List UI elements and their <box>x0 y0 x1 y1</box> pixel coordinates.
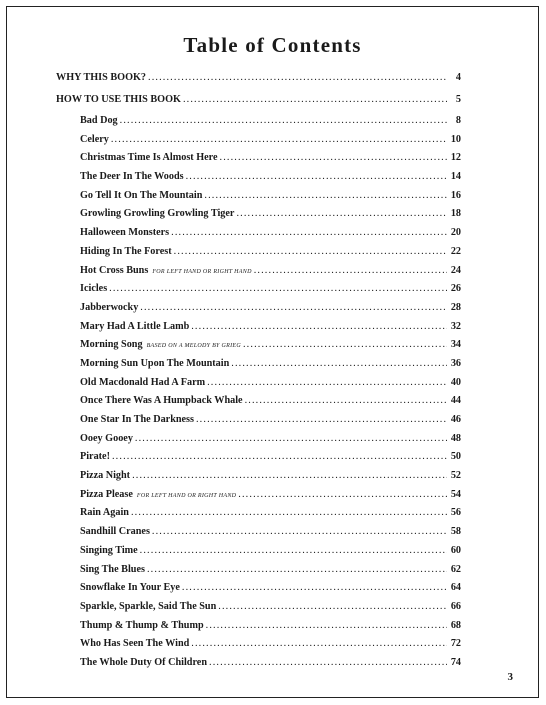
toc-entry-page: 66 <box>450 600 461 612</box>
toc-entry[interactable] <box>56 321 461 340</box>
toc-entry-page: 22 <box>450 245 461 257</box>
toc-entry[interactable] <box>56 377 461 396</box>
toc-entry-title: Growling Growling Growling Tiger <box>80 208 235 220</box>
toc-entry-title: Mary Had A Little Lamb <box>80 320 190 332</box>
dot-leader <box>112 451 447 462</box>
toc-entry[interactable] <box>56 489 461 508</box>
toc-entry[interactable] <box>56 246 461 265</box>
toc-entry[interactable] <box>56 620 461 639</box>
toc-entry-title: Rain Again <box>80 507 129 519</box>
dot-leader <box>152 526 447 537</box>
toc-entry-page: 36 <box>450 357 461 369</box>
toc-entry-title: WHY THIS BOOK? <box>56 72 147 83</box>
toc-entry-page: 56 <box>450 507 461 519</box>
toc-entry-title: Pirate! <box>80 451 110 463</box>
toc-entry-page: 34 <box>450 339 461 351</box>
toc-entry-title: Go Tell It On The Mountain <box>80 189 203 201</box>
dot-leader <box>238 489 447 500</box>
dot-leader <box>148 72 447 83</box>
toc-entry[interactable] <box>56 339 461 358</box>
toc-entry-page: 32 <box>450 320 461 332</box>
toc-entry[interactable] <box>56 358 461 377</box>
toc-entry[interactable] <box>56 414 461 433</box>
dot-leader <box>191 321 447 332</box>
toc-entry[interactable] <box>56 601 461 620</box>
dot-leader <box>245 395 447 406</box>
toc-entry-title: Hiding In The Forest <box>80 245 172 257</box>
toc-entry[interactable] <box>56 208 461 227</box>
dot-leader <box>231 358 447 369</box>
toc-entry[interactable] <box>56 526 461 545</box>
toc-entry-page: 48 <box>450 432 461 444</box>
dot-leader <box>131 507 447 518</box>
toc-entry-page: 58 <box>450 526 461 538</box>
toc-entry[interactable] <box>56 451 461 470</box>
toc-entry[interactable] <box>56 470 461 489</box>
toc-entry-title: One Star In The Darkness <box>80 414 194 425</box>
table-of-contents <box>56 72 461 676</box>
dot-leader <box>196 414 447 425</box>
toc-entry-page: 74 <box>450 656 461 668</box>
document-page <box>6 6 539 698</box>
toc-entry-page: 72 <box>450 638 461 650</box>
dot-leader <box>236 208 447 219</box>
toc-entry-title: The Whole Duty Of Children <box>80 656 207 668</box>
toc-entry-page: 14 <box>450 171 461 183</box>
toc-entry-title: Icicles <box>80 283 108 295</box>
toc-entry-page: 62 <box>450 563 461 575</box>
dot-leader <box>120 115 447 126</box>
dot-leader <box>254 265 447 276</box>
dot-leader <box>135 433 447 444</box>
toc-entry-title: Old Macdonald Had A Farm <box>80 376 206 388</box>
toc-entry[interactable] <box>56 638 461 657</box>
toc-entry-title: Morning Song <box>80 339 143 351</box>
toc-entry-page: 64 <box>450 582 461 594</box>
toc-entry[interactable] <box>56 545 461 564</box>
toc-entry-page: 28 <box>450 301 461 313</box>
toc-entry-page: 68 <box>450 619 461 631</box>
toc-entry-title: HOW TO USE THIS BOOK <box>56 93 181 105</box>
toc-entry-note: FOR LEFT HAND OR RIGHT HAND <box>136 492 237 499</box>
toc-entry-page: 16 <box>450 189 461 201</box>
dot-leader <box>220 152 447 163</box>
dot-leader <box>206 620 447 631</box>
toc-entry[interactable] <box>56 171 461 190</box>
toc-entry[interactable] <box>56 72 461 94</box>
toc-entry[interactable] <box>56 507 461 526</box>
dot-leader <box>183 94 447 105</box>
toc-entry[interactable] <box>56 190 461 209</box>
dot-leader <box>243 339 447 350</box>
dot-leader <box>111 134 447 145</box>
toc-entry-page: 50 <box>450 451 461 463</box>
toc-entry[interactable] <box>56 283 461 302</box>
toc-entry-page: 10 <box>450 133 461 145</box>
dot-leader <box>204 190 447 201</box>
dot-leader <box>132 470 447 481</box>
toc-entry[interactable] <box>56 582 461 601</box>
toc-entry-page: 60 <box>450 544 461 556</box>
toc-entry-title: Christmas Time Is Almost Here <box>80 152 218 164</box>
toc-entry[interactable] <box>56 227 461 246</box>
toc-entry-title: Hot Cross Buns <box>80 264 149 276</box>
toc-entry-page: 44 <box>450 395 461 407</box>
dot-leader <box>207 377 447 388</box>
toc-entry-title: Snowflake In Your Eye <box>80 582 180 594</box>
page-title: Table of Contents <box>183 33 362 57</box>
toc-entry[interactable] <box>56 395 461 414</box>
dot-leader <box>140 545 447 556</box>
toc-entry-page: 54 <box>450 488 461 500</box>
toc-entry[interactable] <box>56 94 461 116</box>
dot-leader <box>191 638 447 649</box>
toc-entry-title: Halloween Monsters <box>80 227 170 239</box>
toc-entry-page: 12 <box>450 152 461 164</box>
toc-entry-page: 40 <box>450 376 461 388</box>
toc-entry-title: Once There Was A Humpback Whale <box>80 395 243 407</box>
toc-entry-title: Morning Sun Upon The Mountain <box>80 357 230 369</box>
dot-leader <box>140 302 447 313</box>
toc-entry-title: The Deer In The Woods <box>80 171 184 183</box>
toc-entry[interactable] <box>56 433 461 452</box>
toc-entry-title: Sparkle, Sparkle, Said The Sun <box>80 600 217 612</box>
toc-entry-title: Singing Time <box>80 544 138 556</box>
dot-leader <box>109 283 447 294</box>
dot-leader <box>209 657 447 668</box>
toc-entry-title: Who Has Seen The Wind <box>80 638 190 650</box>
toc-entry-title: Sing The Blues <box>80 563 145 575</box>
page-number: 3 <box>507 671 513 683</box>
dot-leader <box>147 564 447 575</box>
toc-entry-title: Ooey Gooey <box>80 432 133 444</box>
toc-entry[interactable] <box>56 564 461 583</box>
toc-entry[interactable] <box>56 134 461 153</box>
toc-entry[interactable] <box>56 152 461 171</box>
toc-entry-title: Thump & Thump & Thump <box>80 619 204 631</box>
toc-entry-title: Pizza Please <box>80 488 133 500</box>
toc-entry-title: Bad Dog <box>80 115 118 126</box>
toc-entry-title: Sandhill Cranes <box>80 526 150 538</box>
toc-entry-note: BASED ON A MELODY BY GRIEG <box>146 343 241 350</box>
toc-entry-page: 46 <box>450 414 461 425</box>
toc-entry-page: 20 <box>450 227 461 239</box>
toc-entry-page: 18 <box>450 208 461 220</box>
toc-entry-title: Jabberwocky <box>80 301 139 313</box>
toc-entry-note: FOR LEFT HAND OR RIGHT HAND <box>152 268 252 275</box>
dot-leader <box>218 601 447 612</box>
dot-leader <box>186 171 447 182</box>
toc-entry[interactable] <box>56 657 461 676</box>
toc-entry-page: 24 <box>450 264 461 276</box>
toc-entry-page: 5 <box>455 93 461 105</box>
toc-entry-title: Celery <box>80 133 109 145</box>
toc-entry-page: 8 <box>455 115 461 126</box>
dot-leader <box>174 246 447 257</box>
dot-leader <box>171 227 447 238</box>
toc-entry-page: 52 <box>450 470 461 482</box>
toc-entry[interactable] <box>56 265 461 284</box>
toc-entry-page: 4 <box>455 72 461 83</box>
toc-entry[interactable] <box>56 115 461 134</box>
toc-entry-page: 26 <box>450 283 461 295</box>
dot-leader <box>182 582 447 593</box>
toc-entry-title: Pizza Night <box>80 470 131 482</box>
toc-entry[interactable] <box>56 302 461 321</box>
